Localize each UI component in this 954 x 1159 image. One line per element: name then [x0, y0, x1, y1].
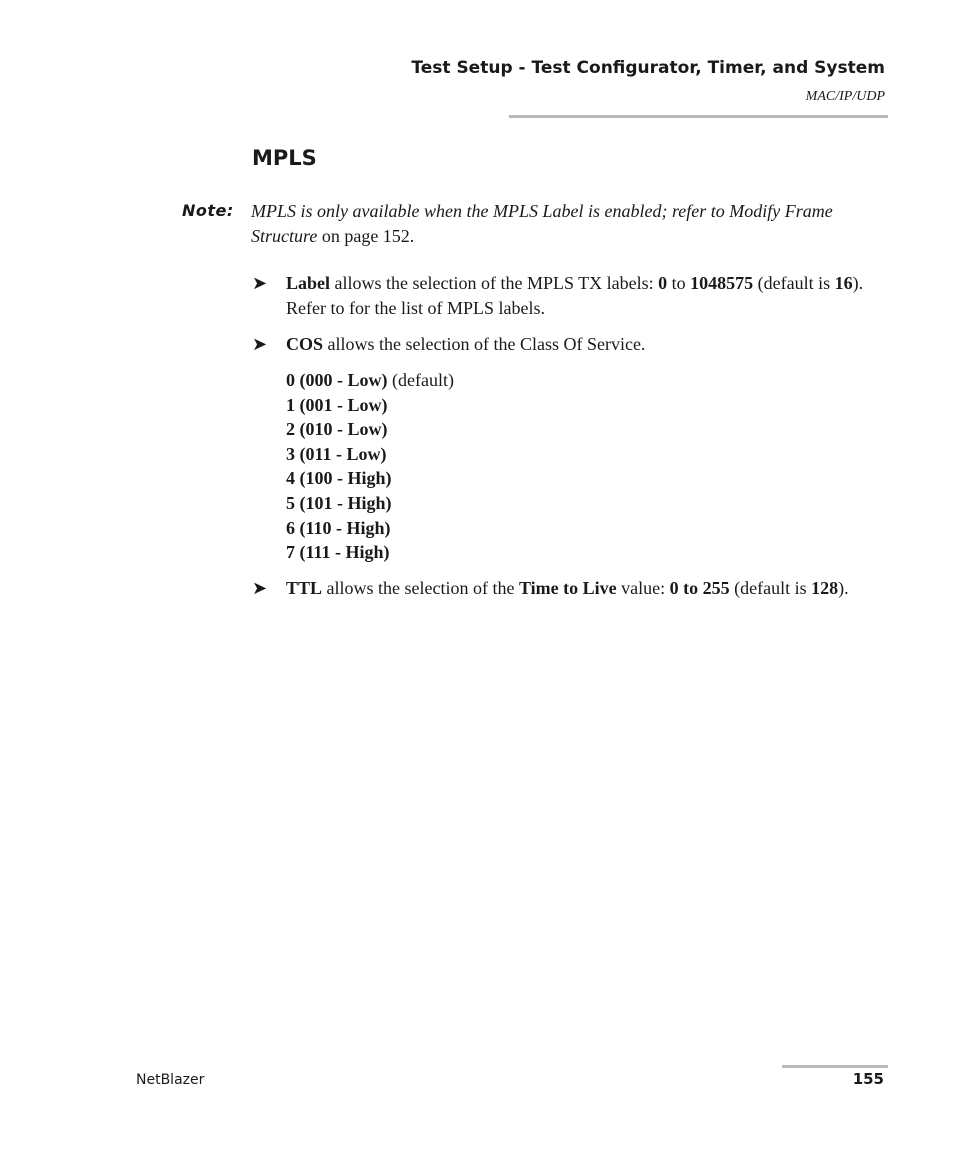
bullet-cos [252, 332, 872, 357]
bullet-cos-text: COS allows the selection of the Class Of Service. [286, 334, 646, 354]
bullet-label-term: Label [286, 273, 331, 293]
bullet-ttl [252, 576, 872, 601]
cos-value: 6 (110 - High) [286, 517, 391, 538]
cos-values-list [286, 368, 454, 565]
note-text [251, 199, 871, 249]
cos-value: 1 (001 - Low) [286, 394, 388, 415]
footer-rule [782, 1065, 888, 1068]
section-title: MPLS [252, 146, 317, 170]
header-rule [509, 115, 888, 118]
cos-value: 2 (010 - Low) [286, 419, 388, 440]
note-label: Note: [182, 201, 234, 220]
bullet-label [252, 271, 872, 321]
page-number: 155 [852, 1070, 884, 1088]
arrow-bullet-icon: ➤ [252, 578, 268, 598]
chapter-subtitle: MAC/IP/UDP [805, 89, 885, 104]
note-text-italic: MPLS is only available when the MPLS Label is enabled; refer to Modify Frame Structure [251, 201, 833, 246]
cos-value: 4 (100 - High) [286, 468, 392, 489]
cos-value: 7 (111 - High) [286, 542, 390, 563]
bullet-ttl-term: TTL [286, 578, 323, 598]
bullet-cos-term: COS [286, 334, 324, 354]
bullet-ttl-text: TTL allows the selection of the Time to Live value: 0 to 255 (default is 128). [286, 578, 849, 598]
cos-value: 3 (011 - Low) [286, 443, 387, 464]
note-text-tail: on page 152. [317, 226, 415, 246]
arrow-bullet-icon: ➤ [252, 273, 268, 293]
footer-product: NetBlazer [136, 1072, 205, 1088]
chapter-title: Test Setup - Test Configurator, Timer, and System [411, 58, 885, 78]
cos-value: 0 (000 - Low) (default) [286, 370, 454, 390]
arrow-bullet-icon: ➤ [252, 334, 268, 354]
bullet-label-text: Label allows the selection of the MPLS TX labels: 0 to 1048575 (default is 16). Refer to for the list of MPLS labels. [286, 273, 864, 318]
cos-value: 5 (101 - High) [286, 492, 392, 513]
